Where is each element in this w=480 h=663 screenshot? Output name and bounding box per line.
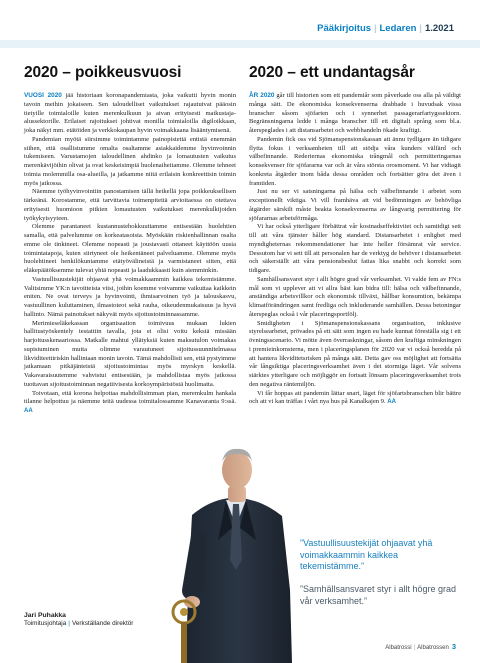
signature-name: Jari Puhakka [24,612,66,619]
portrait-photo [170,440,300,663]
article-sv-paragraph: Smidigheten i Sjömanspensionskassans organisation, inklusive styrelsearbetet, prövades på ett sätt som ingen eu hade kunnat föreställa sig i ett övningsscenario. Vi mötte även överraskningar, såsom den kraftiga minskningen i premieinkomsterna, men i placeringsplanen för 2020 var vi också beredda på att hantera likviditetsrisken på många sätt. Detta gav oss möjlighet att fortsätta vår långsiktiga placeringsverksamhet även i det stormiga läget. Vår solvens stärktes ytterligare och möjliggör en fortsatt lönsam placeringsverksamhet trots den negativa räntemiljön. [249,319,461,388]
article-sv-paragraph: Vi har också ytterligare förbättrat vår kostnadseffektivitet och samtidigt sett till att våra tjänster håller hög standard. Distansarbetet i enlighet med myndigheternas rekommendationer har inte heller försämrat vår service. Dessutom har vi sett till att personalen har de verktyg de behöver i distansarbetet och säkerställt att våra pensionsbeslut fattas lika snabbt och korrekt som tidigare. [249,223,461,274]
header-section-label [317,23,454,34]
article-sv-paragraph: Vi får hoppas att pandemin lättar snart, läget för sjöfartsbranschen blir bättre och att vi kan träffas i vårt nya hus på Kanalkajen 9. AA [249,389,461,406]
article-fi-paragraph: VUOSI 2020 jää historiaan koronapandemiasta, joka vaikutti hyvin monin tavoin meihin jokaiseen. Sen taloudelliset vaikutukset rajautuivat pääosin tietyille toimialoille kuten merenkulkuun ja aivan erityisesti matkustaja-alussektorille. Erilaiset rajoitukset johtivat monilla toimialoilla digiloikkaan, joka näkyi mm. etätöiden ja verkkokaupan hyvin voimakkaana lisääntymisenä. [24,92,236,134]
article-sv-paragraph: Samhällsansvaret styr i allt högre grad vår verksamhet. Vi valde fem av FN:s mål som vi upplever att vi allra bäst kan bidra till: hälsa och välbefinnande, anständiga arbetsvillkor och ekonomisk tillväxt, hållbar konsumtion, bekämpa klimatförändringen samt fredliga och inkluderande samhällen. Dessa betoningar återspeglas också i vår placeringsportfölj. [249,275,461,318]
article-fi-end-mark: AA [24,408,33,414]
article-fi-paragraph: Olemme parantaneet kustannustehokkuuttamme entisestään huolehtien samalla, että palvelumme on korkeatasoista. Myöskään riskienhallinnan osalta emme ole tinkineet. Olemme nopeasti ja joustavasti ottaneet käyttöön uusia toimintatapoja, kuten siirtyneet ole heikentäneet palveluamme. Olemme myös huolehtineet henkilökuntamme etätyövälineistä ja varmistaneet sitten, että eläkepäätöksemme tulevat yhtä nopeasti ja laadukkaasti kuin aiemminkin. [24,223,236,274]
signature [24,612,194,629]
article-fi-paragraph: Merimieseläkekassan organisaation toimivuus mukaan lukien hallitustyöskentely testattiin tavalla, jota ei olisi voitu keksiä missään harjoitusskenaariossa. Matkalle mahtui yllätyksiä kuten maksutulon voimakas supistuminen mutta olimme varautuneet sijoitussuunnitelmassa likviditeettiriskin hallintaan monin tavoin. Tämä mahdollisti sen, että pystyimme jatkamaan pitkäjänteistä sijoitustoimintaa myös myrskyn keskellä. Vakavaraisuutemme vahvistui entisestään, ja mahdollistaa myös jatkossa tuottavan sijoitustoiminnan negatiivisesta korkoympäristöstä huolimatta. [24,319,236,388]
article-fi [24,64,236,416]
signature-divider: | [68,620,70,628]
article-sv-lead: ÅR 2020 [249,92,275,99]
article-fi-paragraph: Näemme työhyvinvointiin panostamisen tällä hetkellä jopa poikkeuksellisen tärkeänä. Korostamme, että tarvittavia toimenpiteitä arvioitaessa on otettava erityisesti huomioon pitkien lomautusten vaikutukset merenkulkijoiden työkykyisyyteen. [24,188,236,222]
article-sv [249,64,461,407]
header-issue: 1.2021 [424,23,454,34]
header-strip [0,40,480,48]
pull-quote-fi: ”Vastuullisuustekijät ohjaavat yhä voimakkaammin kaikkea tekemistämme.” [300,538,433,571]
article-fi-paragraph: Vastuullisuustekijät ohjaavat yhä voimakkaammin kaikkea tekemistämme. Valitsimme YK:n tavoitteista viisi, joihin koemme voivamme vaikuttaa kaikkein eniten. Ne ovat terveys ja hyvinvointi, ihmisarvoinen työ ja talouskasvu, vastuullinen kuluttaminen, ilmastoteot sekä rauha, oikeudenmukaisuus ja hyvä hallinto. Nämä painotukset näkyvät myös sijoitustoiminnassamme. [24,275,236,318]
article-fi-lead: VUOSI 2020 [24,92,62,99]
article-sv-body [249,92,461,407]
signature-title-fi: Toimitusjohtaja [24,620,67,628]
signature-title-sv: Verkställande direktör [71,620,134,628]
article-sv-end-mark: AA [387,399,396,406]
article-fi-title: 2020 – poikkeusvuosi [24,64,182,81]
article-sv-paragraph: ÅR 2020 går till historien som ett pandemiår som påverkade oss alla på väldigt många sätt. De ekonomiska konsekvenserna drabbade i huvudsak vissa branscher såsom sjöfarten och i synnerhet passagerarfartygssektorn. Begränsningarna ledde i många branscher till ett digitalt språng som bl.a. återspeglades i att distansarbetet och webbhandeln ökade kraftigt. [249,92,461,134]
article-sv-title: 2020 – ett undantagsår [249,64,415,81]
pull-quote-sv: ”Samhällsansvaret styr i allt högre grad vår verksamhet.” [300,584,457,606]
header-divider: | [419,23,422,34]
article-fi-paragraph: Pandemian myötä siirsimme toimintamme painopistettä entistä enemmän siihen, että osallistumme omalta osaltamme asiakkaidemme hyvinvoinnin tukemiseen. Varustamojen taloudellinen ahdinko ja lomautusten vaikutus merenkävijöihin olivat ja ovat keskeisimpiä huolenaiheitamme. Olemme tehneet toimia molemmilla osa-alueilla, ja jatkamme niitä erilaisin konkreettisin toimin myös jatkossa. [24,135,236,187]
footer-divider: | [413,645,416,651]
article-sv-paragraph: Just nu ser vi satsningarna på hälsa och välbefinnande i arbetet som exceptionellt viktiga. Vi vill framhäva att vid bedömningen av behövliga åtgärder särskilt måste beakta konsekvenserna av långvarig permittering för sjöfararnas arbetsförmåga. [249,188,461,222]
page-number: 3 [451,642,456,651]
footer-magazine-sv: Albatrossen [417,645,449,651]
header-section-sv: Ledaren [379,23,417,34]
footer-magazine-fi: Albatrossi [385,645,412,651]
article-fi-body [24,92,236,416]
page-footer [385,642,456,651]
article-fi-paragraph: Toivotaan, että korona helpottaa mahdollisimman pian, meremkulm hankala tilanne helpottuu ja näemme teitä uudessa toimitalossamme Kanavaranta 9:ssä. AA [24,389,236,414]
article-sv-paragraph: Pandemin fick oss vid Sjömanspensionskassan att ännu tydligare än tidigare flytta fokus i verksamheten till att stödja våra kunders välfärd och välbefinnande. Rederiernas ekonomiska trångmål och permitteringarnas konsekvenser för sjöfararna var och är våra största orosmoment. Vi har vidtagit konkreta åtgärder inom båda dessa områden och fortsätter göra det även i framtiden. [249,135,461,187]
signature-titles [24,620,194,628]
header-divider: | [374,23,377,34]
header-section-fi: Pääkirjoitus [317,23,372,34]
